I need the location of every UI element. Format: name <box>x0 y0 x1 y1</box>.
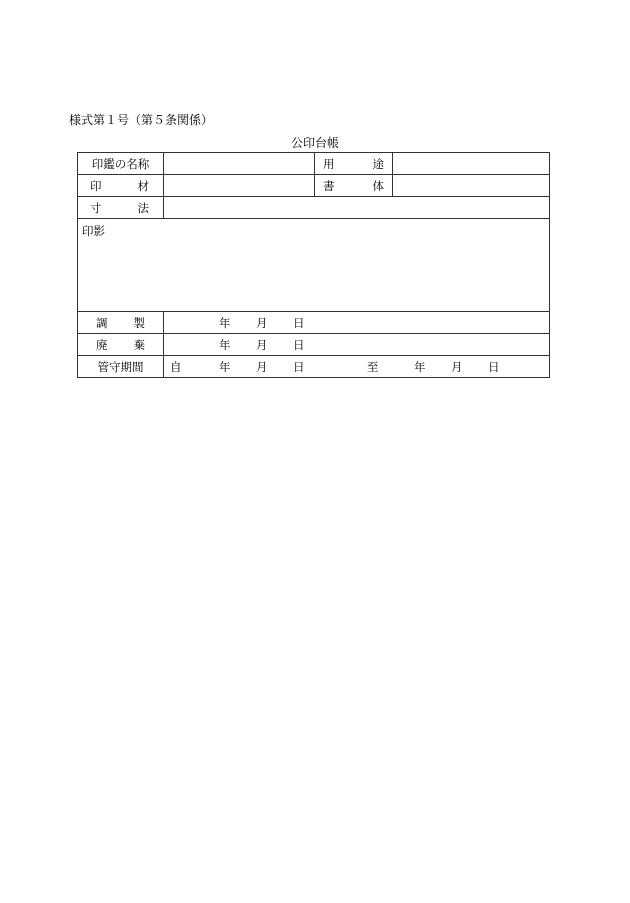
label-cell <box>78 175 164 197</box>
material-label: 印 材 <box>90 178 149 193</box>
day-label: 日 <box>293 338 305 352</box>
size-label: 寸 法 <box>90 200 149 215</box>
day-label: 日 <box>293 316 305 330</box>
typeface-label: 書 体 <box>323 178 384 193</box>
month-label: 月 <box>256 316 268 330</box>
document-title: 公印台帳 <box>290 136 339 150</box>
from-label: 自 <box>170 360 182 374</box>
disposed-date-field[interactable] <box>164 334 550 356</box>
label-cell <box>315 175 393 197</box>
year-label: 年 <box>414 360 426 374</box>
impression-label: 印影 <box>82 224 105 238</box>
seal-ledger-table <box>77 152 550 378</box>
month-label: 月 <box>451 360 463 374</box>
seal-name-label: 印鑑の名称 <box>91 156 150 171</box>
label-cell <box>78 334 164 356</box>
table-row <box>78 312 550 334</box>
table-row <box>78 219 550 312</box>
month-label: 月 <box>256 338 268 352</box>
label-cell <box>78 356 164 378</box>
custody-period-field[interactable] <box>164 356 550 378</box>
manufactured-label: 調 製 <box>96 315 145 330</box>
form-number-label: 様式第１号（第５条関係） <box>69 113 214 127</box>
typeface-field[interactable] <box>393 175 550 197</box>
manufactured-date-field[interactable] <box>164 312 550 334</box>
seal-name-field[interactable] <box>164 153 315 175</box>
usage-field[interactable] <box>393 153 550 175</box>
custody-period-label: 管守期間 <box>97 359 144 374</box>
year-label: 年 <box>219 316 231 330</box>
material-field[interactable] <box>164 175 315 197</box>
to-label: 至 <box>367 360 379 374</box>
table-row <box>78 197 550 219</box>
disposed-label: 廃 棄 <box>96 337 145 352</box>
month-label: 月 <box>256 360 268 374</box>
table-row <box>78 334 550 356</box>
day-label: 日 <box>293 360 305 374</box>
label-cell <box>315 153 393 175</box>
year-label: 年 <box>219 338 231 352</box>
label-cell <box>78 197 164 219</box>
label-cell <box>78 153 164 175</box>
label-cell <box>78 312 164 334</box>
usage-label: 用 途 <box>323 156 384 171</box>
size-field[interactable] <box>164 197 550 219</box>
table-row <box>78 175 550 197</box>
seal-impression-area[interactable] <box>78 219 550 312</box>
table-row <box>78 356 550 378</box>
year-label: 年 <box>219 360 231 374</box>
table-row <box>78 153 550 175</box>
day-label: 日 <box>488 360 500 374</box>
